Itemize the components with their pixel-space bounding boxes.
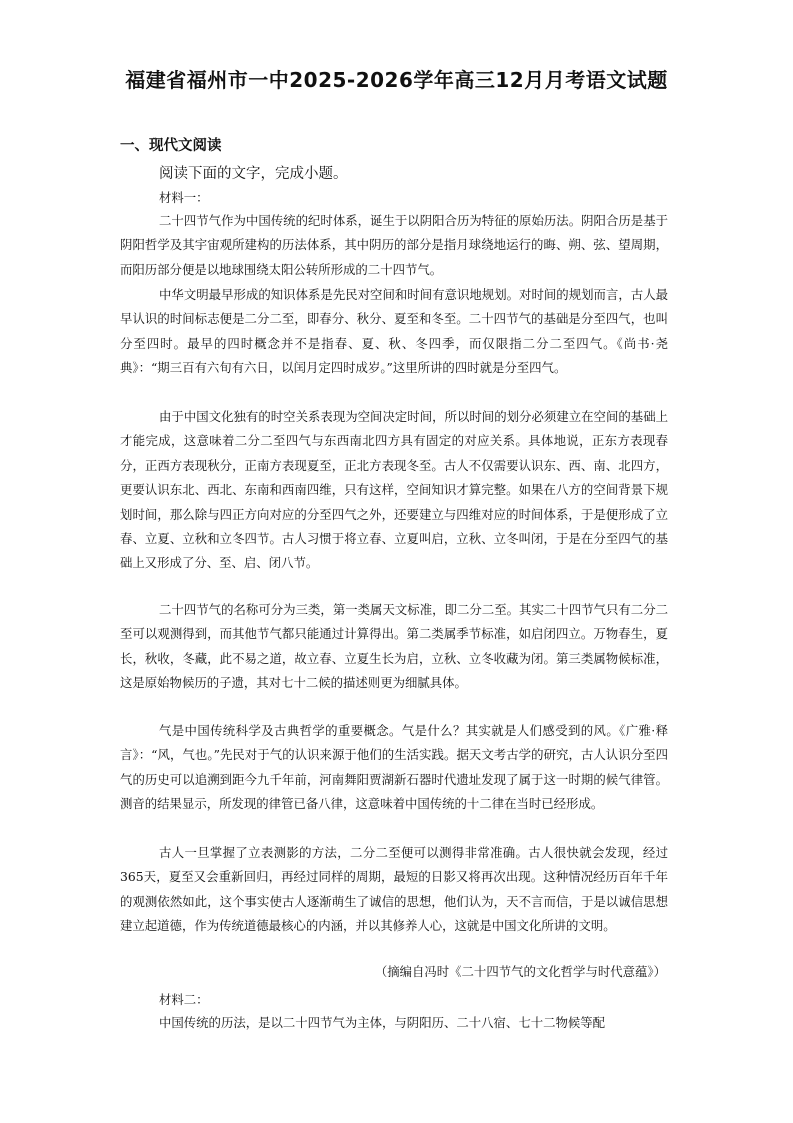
material1-paragraph-4: 二十四节气的名称可分为三类，第一类属天文标准，即二分二至。其实二十四节气只有二分二至可以观测得到，而其他节气都只能通过计算得出。第二类属季节标准，如启闭四立。万物春生，夏长，秋收，冬藏，此不易之道，故立春、立夏生长为启，立秋、立冬收藏为闭。第三类属物候标准，这是原始物候历的子遗，其对七十二候的描述则更为细腻具体。	[120, 602, 668, 691]
material1-paragraph-6: 古人一旦掌握了立表测影的方法，二分二至便可以测得非常准确。古人很快就会发现，经过365天，夏至又会重新回归，再经过同样的周期，最短的日影又将再次出现。这种情况经历百年千年的观测依然如此，这个事实使古人逐渐萌生了诚信的思想，他们认为，天不言而信，于是以诚信思想建立起道德，作为传统道德最核心的内涵，并以其修养人心，这就是中国文化所讲的文明。	[120, 845, 668, 934]
section-heading: 一、现代文阅读	[120, 138, 222, 154]
material1-paragraph-1: 二十四节气作为中国传统的纪时体系，诞生于以阴阳合历为特征的原始历法。阴阳合历是基于阴阳哲学及其宇宙观所建构的历法体系，其中阴历的部分是指月球绕地运行的晦、朔、弦、望周期，而阳历部分便是以地球围绕太阳公转所形成的二十四节气。	[120, 213, 668, 277]
document-title: 福建省福州市一中2025-2026学年高三12月月考语文试题	[125, 68, 668, 92]
material1-citation: （摘编自冯时《二十四节气的文化哲学与时代意蕴》）	[374, 964, 666, 979]
material1-paragraph-5: 气是中国传统科学及古典哲学的重要概念。气是什么？其实就是人们感受到的风。《广雅·释言》：“风，气也。”先民对于气的认识来源于他们的生活实践。据天文考古学的研究，古人认识分至四气的历史可以追溯到距今九千年前，河南舞阳贾湖新石器时代遗址发现了属于这一时期的候气律管。测音的结果显示，所发现的律管已备八律，这意味着中国传统的十二律在当时已经形成。	[120, 723, 668, 812]
material1-paragraph-3: 由于中国文化独有的时空关系表现为空间决定时间，所以时间的划分必须建立在空间的基础上才能完成，这意味着二分二至四气与东西南北四方具有固定的对应关系。具体地说，正东方表现春分，正西方表现秋分，正南方表现夏至，正北方表现冬至。古人不仅需要认识东、西、南、北四方，更要认识东北、西北、东南和西南四维，只有这样，空间知识才算完整。如果在八方的空间背景下规划时间，那么除与四正方向对应的分至四气之外，还要建立与四维对应的时间体系，于是便形成了立春、立夏、立秋和立冬四节。古人习惯于将立春、立夏叫启，立秋、立冬叫闭，于是在分至四气的基础上又形成了分、至、启、闭八节。	[120, 409, 668, 571]
material2-label: 材料二：	[159, 992, 209, 1007]
reading-instruction: 阅读下面的文字，完成小题。	[159, 166, 348, 182]
material1-label: 材料一：	[159, 190, 209, 205]
material2-paragraph-1: 中国传统的历法，是以二十四节气为主体，与阴阳历、二十八宿、七十二物候等配	[159, 1015, 606, 1030]
material1-paragraph-2: 中华文明最早形成的知识体系是先民对空间和时间有意识地规划。对时间的规划而言，古人最早认识的时间标志便是二分二至，即春分、秋分、夏至和冬至。二十四节气的基础是分至四气，也叫分至四时。最早的四时概念并不是指春、夏、秋、冬四季，而仅限指二分二至四气。《尚书·尧典》：“期三百有六旬有六日，以闰月定四时成岁。”这里所讲的四时就是分至四气。	[120, 287, 668, 376]
